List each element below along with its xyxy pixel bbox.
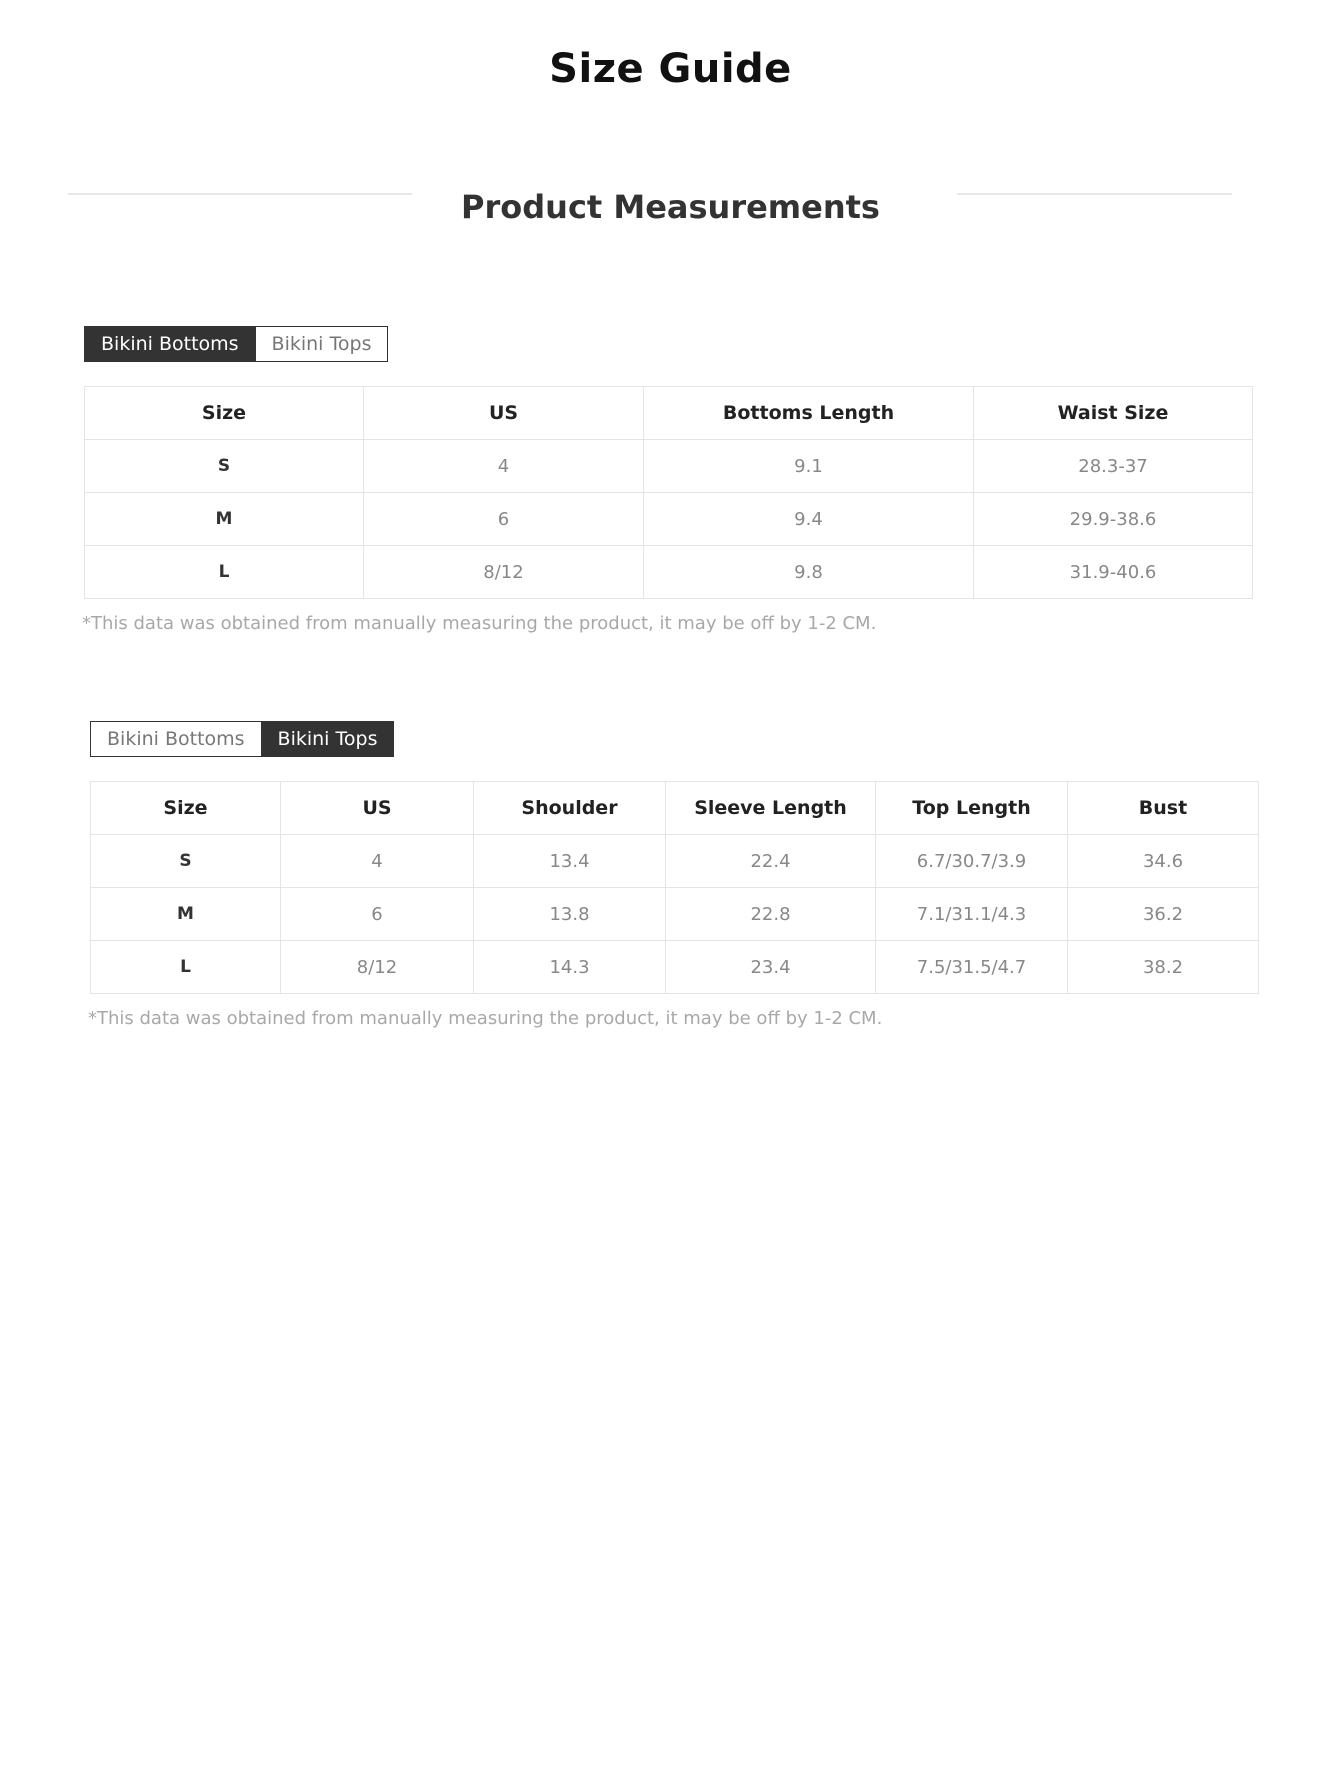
- table-cell: 22.4: [666, 835, 876, 888]
- tops-tabs: [90, 721, 394, 757]
- size-cell: S: [91, 835, 281, 888]
- table-cell: 23.4: [666, 941, 876, 994]
- tab-bikini-bottoms[interactable]: Bikini Bottoms: [84, 326, 256, 362]
- table-cell: 4: [364, 440, 644, 493]
- table-row: [91, 888, 1259, 941]
- measurement-note: *This data was obtained from manually measuring the product, it may be off by 1-2 CM.: [82, 613, 877, 634]
- table-cell: 34.6: [1068, 835, 1259, 888]
- column-header: Shoulder: [474, 782, 666, 835]
- table-row: [85, 546, 1253, 599]
- table-cell: 36.2: [1068, 888, 1259, 941]
- table-cell: 38.2: [1068, 941, 1259, 994]
- table-cell: 31.9-40.6: [974, 546, 1253, 599]
- table-cell: 9.1: [644, 440, 974, 493]
- table-row: [85, 440, 1253, 493]
- table-row: [91, 941, 1259, 994]
- table-cell: 14.3: [474, 941, 666, 994]
- table-cell: 28.3-37: [974, 440, 1253, 493]
- tab-bikini-tops[interactable]: Bikini Tops: [256, 326, 389, 362]
- table-cell: 8/12: [281, 941, 474, 994]
- table-cell: 13.4: [474, 835, 666, 888]
- size-cell: L: [91, 941, 281, 994]
- table-cell: 9.4: [644, 493, 974, 546]
- column-header: US: [281, 782, 474, 835]
- column-header: Top Length: [876, 782, 1068, 835]
- tops-size-table: [90, 781, 1259, 994]
- table-cell: 8/12: [364, 546, 644, 599]
- size-cell: M: [85, 493, 364, 546]
- table-row: [91, 835, 1259, 888]
- table-row: [85, 493, 1253, 546]
- table-cell: 6.7/30.7/3.9: [876, 835, 1068, 888]
- column-header: Sleeve Length: [666, 782, 876, 835]
- size-cell: S: [85, 440, 364, 493]
- tab-bikini-bottoms[interactable]: Bikini Bottoms: [90, 721, 262, 757]
- page-title: Size Guide: [549, 46, 792, 92]
- table-cell: 4: [281, 835, 474, 888]
- table-cell: 9.8: [644, 546, 974, 599]
- size-cell: M: [91, 888, 281, 941]
- table-cell: 7.1/31.1/4.3: [876, 888, 1068, 941]
- bottoms-tabs: [84, 326, 388, 362]
- table-cell: 22.8: [666, 888, 876, 941]
- column-header: Bust: [1068, 782, 1259, 835]
- size-cell: L: [85, 546, 364, 599]
- table-cell: 6: [364, 493, 644, 546]
- measurement-note: *This data was obtained from manually measuring the product, it may be off by 1-2 CM.: [88, 1008, 883, 1029]
- table-cell: 7.5/31.5/4.7: [876, 941, 1068, 994]
- section-heading: Product Measurements: [461, 188, 880, 226]
- table-header-row: [91, 782, 1259, 835]
- column-header: US: [364, 387, 644, 440]
- bottoms-size-table: [84, 386, 1253, 599]
- table-cell: 13.8: [474, 888, 666, 941]
- table-header-row: [85, 387, 1253, 440]
- table-cell: 6: [281, 888, 474, 941]
- tab-bikini-tops[interactable]: Bikini Tops: [262, 721, 395, 757]
- table-cell: 29.9-38.6: [974, 493, 1253, 546]
- column-header: Size: [85, 387, 364, 440]
- column-header: Bottoms Length: [644, 387, 974, 440]
- column-header: Waist Size: [974, 387, 1253, 440]
- column-header: Size: [91, 782, 281, 835]
